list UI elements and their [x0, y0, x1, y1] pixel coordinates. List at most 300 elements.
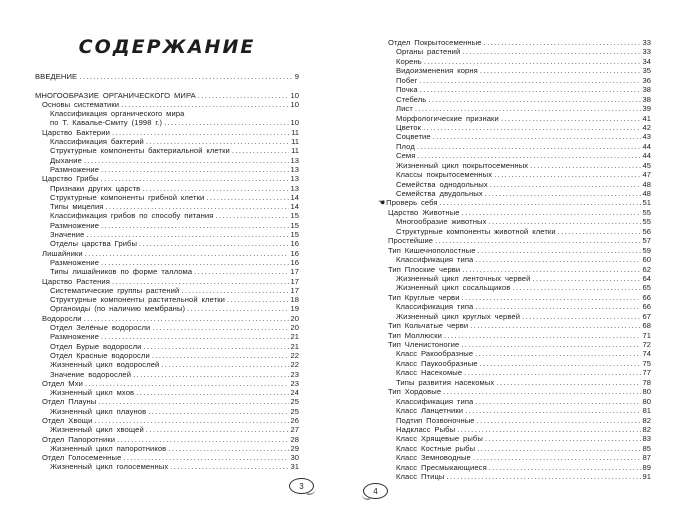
toc-entry: [388, 114, 651, 123]
toc-entry: [35, 351, 299, 360]
toc-entry: [35, 314, 299, 323]
toc-entry-label: Отдел Плауны: [42, 397, 97, 407]
toc-entry: [35, 221, 299, 230]
toc-entry: [35, 91, 299, 100]
toc-entry: [388, 38, 651, 47]
toc-entry: [388, 255, 651, 264]
dot-leader: [433, 132, 641, 141]
toc-entry: [35, 388, 299, 397]
toc-entry: [388, 246, 651, 255]
toc-entry: [388, 95, 651, 104]
toc-entry: [388, 76, 651, 85]
dot-leader: [435, 236, 640, 245]
toc-entry-page: 10: [290, 99, 299, 109]
toc-entry: [388, 331, 651, 340]
toc-entry-page: 67: [642, 311, 651, 321]
toc-entry-label: Многообразие животных: [396, 217, 487, 227]
dot-leader: [478, 246, 641, 255]
toc-entry: [388, 387, 651, 396]
toc-entry: [388, 444, 651, 453]
toc-entry: [35, 128, 299, 137]
dot-leader: [146, 137, 289, 146]
dot-leader: [101, 332, 289, 341]
toc-entry-page: 38: [642, 85, 651, 95]
dot-leader: [101, 174, 289, 183]
toc-entry: [35, 416, 299, 425]
left-page: [35, 36, 299, 472]
toc-entry-label: Тип Круглые черви: [388, 292, 460, 302]
toc-entry-label: Стебель: [396, 94, 427, 104]
toc-entry-page: 36: [642, 75, 651, 85]
toc-entry: [35, 379, 299, 388]
toc-entry-label: Семейства двудольных: [396, 189, 483, 198]
toc-entry-label: Тип Хордовые: [388, 387, 442, 397]
toc-entry-label: Органы растений: [396, 47, 461, 57]
toc-entry-label: Классы покрытосеменных: [396, 170, 493, 180]
dot-leader: [501, 114, 641, 123]
dot-leader: [461, 340, 640, 349]
toc-entry: [35, 118, 299, 127]
toc-entry: [35, 397, 299, 406]
toc-entry-label: Признаки других царств: [50, 183, 141, 193]
toc-entry: [35, 323, 299, 332]
toc-entry-label: Тип Членистоногие: [388, 340, 460, 349]
dot-leader: [494, 170, 640, 179]
dot-leader: [95, 416, 289, 425]
toc-entry-page: 24: [290, 388, 299, 398]
toc-entry: [388, 463, 651, 472]
toc-entry-page: 23: [290, 378, 299, 388]
dot-leader: [101, 165, 289, 174]
dot-leader: [168, 444, 288, 453]
toc-entry-page: 56: [642, 226, 651, 236]
toc-entry: [388, 368, 651, 377]
dot-leader: [457, 425, 640, 434]
toc-entry: [35, 109, 299, 118]
toc-entry-label: Размножение: [50, 332, 100, 342]
dot-leader: [144, 342, 289, 351]
dot-leader: [462, 293, 641, 302]
toc-entry-page: 9: [294, 72, 299, 81]
dot-leader: [121, 100, 288, 109]
toc-entry-label: Семейства однодольных: [396, 179, 488, 189]
toc-entry: [388, 227, 651, 236]
dot-leader: [152, 323, 288, 332]
toc-entry-label: Почка: [396, 85, 418, 95]
dot-leader: [215, 211, 288, 220]
toc-entry-page: 27: [290, 425, 299, 435]
toc-entry-label: Дыхание: [50, 155, 82, 165]
toc-entry-page: 66: [642, 292, 651, 302]
toc-entry: [35, 258, 299, 267]
toc-entry-label: Классификация грибов по способу питания: [50, 211, 214, 221]
dot-leader: [475, 302, 640, 311]
dot-leader: [480, 66, 641, 75]
toc-entry-page: 14: [290, 202, 299, 212]
dot-leader: [420, 85, 641, 94]
toc-entry: [35, 137, 299, 146]
toc-entry-page: 25: [290, 397, 299, 407]
toc-entry-page: 82: [642, 424, 651, 434]
dot-leader: [170, 462, 288, 471]
toc-entry-page: 64: [642, 273, 651, 283]
toc-entry-page: 22: [290, 350, 299, 360]
toc-entry-page: 83: [642, 434, 651, 444]
toc-entry: [388, 47, 651, 56]
dot-leader: [133, 370, 288, 379]
toc-entry: [388, 180, 651, 189]
toc-entry: [388, 104, 651, 113]
toc-entry-label: Жизненный цикл круглых червей: [396, 311, 521, 321]
dot-leader: [464, 368, 640, 377]
toc-entry-page: 21: [290, 332, 299, 342]
toc-entry-page: 17: [290, 276, 299, 286]
toc-entry-label: Водоросли: [42, 313, 82, 323]
toc-entry: [35, 277, 299, 286]
dot-leader: [136, 388, 288, 397]
toc-entry-label: Класс Насекомые: [396, 368, 463, 378]
dot-leader: [465, 406, 640, 415]
toc-entry-label: Жизненный цикл покрытосеменных: [396, 160, 529, 170]
toc-entry-page: 80: [642, 387, 651, 397]
dot-leader: [428, 95, 640, 104]
toc-entry: [388, 283, 651, 292]
toc-entry-label: Типы лишайников по форме таллома: [50, 267, 193, 277]
toc-entry-page: 72: [642, 340, 651, 349]
toc-entry-label: Структурные компоненты растительной клетки: [50, 295, 225, 305]
toc-entry: [388, 397, 651, 406]
dot-leader: [79, 72, 293, 81]
dot-leader: [485, 189, 641, 198]
dot-leader: [84, 314, 289, 323]
toc-entry-page: 91: [642, 472, 651, 482]
toc-entry-label: Значение: [50, 230, 85, 240]
toc-entry-page: 55: [642, 207, 651, 217]
toc-entry-page: 20: [290, 313, 299, 323]
toc-entry-label: Органоиды (по наличию мембраны): [50, 304, 186, 314]
toc-entry: [35, 202, 299, 211]
toc-entry-label: Побег: [396, 75, 418, 85]
page-number: 4: [373, 486, 378, 496]
toc-entry-page: 39: [642, 104, 651, 114]
toc-entry-page: 15: [290, 230, 299, 240]
toc-entry-label: Класс Пресмыкающиеся: [396, 462, 487, 472]
toc-entry: [35, 304, 299, 313]
toc-entry-page: 16: [290, 248, 299, 258]
toc-entry-page: 26: [290, 415, 299, 425]
dot-leader: [417, 151, 640, 160]
toc-entry: [388, 189, 651, 198]
toc-entry: [388, 302, 651, 311]
toc-entry-label: Классификация типа: [396, 302, 474, 312]
toc-entry-label: Жизненный цикл ленточных червей: [396, 273, 531, 283]
toc-entry-label: Отдел Папоротники: [42, 434, 116, 444]
toc-entry-label: Плод: [396, 141, 415, 151]
toc-entry-page: 51: [642, 198, 651, 208]
toc-entry-label: Класс Ракообразные: [396, 349, 474, 359]
toc-entry-label: Жизненный цикл сосальщиков: [396, 283, 511, 293]
toc-entry-label: Отдел Зелёные водоросли: [50, 323, 151, 333]
dot-leader: [489, 463, 641, 472]
dot-leader: [206, 193, 288, 202]
toc-entry: [388, 359, 651, 368]
toc-entry: [35, 342, 299, 351]
right-page: [378, 38, 651, 482]
dot-leader: [194, 267, 288, 276]
dot-leader: [558, 227, 641, 236]
dot-leader: [181, 286, 288, 295]
dot-leader: [85, 249, 289, 258]
dot-leader: [477, 416, 641, 425]
toc-entry-page: 85: [642, 443, 651, 453]
dot-leader: [98, 397, 288, 406]
dot-leader: [164, 118, 288, 127]
toc-entry-page: 87: [642, 453, 651, 463]
dot-leader: [148, 407, 288, 416]
dot-leader: [85, 379, 289, 388]
toc-entry: [35, 211, 299, 220]
toc-entry-page: 31: [290, 462, 299, 472]
toc-entry-page: 11: [291, 146, 299, 156]
toc-entry-page: 48: [642, 189, 651, 198]
toc-entry-label: Значение водорослей: [50, 369, 132, 379]
dot-leader: [512, 283, 640, 292]
toc-entry-label: Классификация типа: [396, 255, 474, 265]
dot-leader: [161, 360, 288, 369]
toc-entry: [35, 444, 299, 453]
dot-leader: [101, 258, 289, 267]
toc-entry-label: Лист: [396, 104, 413, 114]
dot-leader: [142, 184, 288, 193]
toc-entry-label: Царство Грибы: [42, 174, 99, 184]
dot-leader: [84, 156, 289, 165]
toc-entry-label: по Т. Кавалье-Смиту (1998 г.): [50, 118, 163, 128]
dot-leader: [117, 435, 288, 444]
toc-entry: [388, 349, 651, 358]
toc-entry-label: Структурные компоненты бактериальной клетки: [50, 146, 230, 156]
toc-entry-label: Царство Бактерии: [42, 127, 110, 137]
toc-entry-label: Надкласс Рыбы: [396, 424, 456, 434]
toc-entry-page: 15: [290, 211, 299, 221]
toc-entry-label: Класс Ланцетники: [396, 406, 464, 416]
toc-entry-page: 41: [642, 113, 651, 123]
toc-entry-label: Отдел Хвощи: [42, 415, 93, 425]
toc-entry: [35, 184, 299, 193]
toc-list-right: [378, 38, 651, 482]
toc-entry-label: Тип Кольчатые черви: [388, 321, 469, 331]
toc-entry: [35, 453, 299, 462]
toc-entry-label: Размножение: [50, 220, 100, 230]
toc-entry: [388, 293, 651, 302]
toc-entry-page: 89: [642, 462, 651, 472]
toc-entry-label: Царство Растения: [42, 276, 110, 286]
toc-entry-page: 30: [290, 453, 299, 463]
toc-entry: [388, 265, 651, 274]
toc-entry: [388, 425, 651, 434]
toc-entry: [35, 267, 299, 276]
toc-entry: [378, 198, 651, 208]
toc-entry-page: 13: [290, 183, 299, 193]
toc-entry-label: Царство Животные: [388, 207, 460, 217]
dot-leader: [480, 359, 641, 368]
toc-entry: [35, 332, 299, 341]
toc-entry: [388, 57, 651, 66]
dot-leader: [485, 434, 641, 443]
check-yourself-icon: ☚: [378, 198, 386, 208]
toc-entry-page: 20: [290, 323, 299, 333]
toc-entry-label: ВВЕДЕНИЕ: [35, 72, 78, 81]
toc-entry: [35, 286, 299, 295]
toc-entry-page: 28: [290, 434, 299, 444]
toc-entry: [388, 453, 651, 462]
dot-leader: [232, 146, 289, 155]
toc-entry-page: 62: [642, 264, 651, 274]
toc-entry: [388, 434, 651, 443]
toc-entry-label: Типы мицелия: [50, 202, 104, 212]
toc-entry-label: Отдел Красные водоросли: [50, 350, 150, 360]
toc-entry-label: Структурные компоненты грибной клетки: [50, 192, 205, 202]
dot-leader: [532, 274, 640, 283]
toc-entry-page: 44: [642, 141, 651, 151]
toc-entry: [35, 407, 299, 416]
toc-entry: [388, 236, 651, 245]
toc-entry-label: Жизненный цикл плаунов: [50, 406, 147, 416]
toc-entry-label: Класс Костные рыбы: [396, 443, 476, 453]
toc-entry-page: 55: [642, 217, 651, 227]
toc-entry: [35, 462, 299, 471]
toc-entry: [35, 249, 299, 258]
toc-entry: [388, 170, 651, 179]
toc-entry-page: 80: [642, 396, 651, 406]
toc-entry: [35, 165, 299, 174]
toc-entry-label: Жизненный цикл голосеменных: [50, 462, 169, 472]
toc-entry-page: 11: [291, 137, 299, 147]
toc-entry: [35, 156, 299, 165]
toc-entry: [388, 66, 651, 75]
toc-entry: [35, 370, 299, 379]
toc-entry-page: 11: [291, 127, 299, 137]
toc-entry-label: Класс Хрящевые рыбы: [396, 434, 483, 444]
toc-entry: [388, 85, 651, 94]
dot-leader: [417, 142, 641, 151]
toc-entry-label: Жизненный цикл водорослей: [50, 360, 160, 370]
toc-entry-label: Тип Моллюски: [388, 330, 442, 340]
toc-entry-label: Классификация бактерий: [50, 137, 144, 147]
dot-leader: [484, 38, 641, 47]
toc-entry-page: 38: [642, 94, 651, 104]
toc-entry: [388, 340, 651, 349]
toc-entry: [388, 416, 651, 425]
page-title: СОДЕРЖАНИЕ: [78, 36, 256, 58]
toc-entry-label: Жизненный цикл хвощей: [50, 425, 144, 435]
toc-entry-page: 74: [642, 349, 651, 359]
dot-leader: [489, 217, 641, 226]
toc-entry: [388, 321, 651, 330]
dot-leader: [475, 255, 640, 264]
toc-entry-page: 48: [642, 179, 651, 189]
toc-entry-page: 35: [642, 66, 651, 76]
toc-entry: [388, 217, 651, 226]
dot-leader: [490, 180, 641, 189]
toc-entry-label: Отдел Покрытосеменные: [388, 38, 482, 47]
toc-entry: [388, 472, 651, 481]
dot-leader: [444, 331, 641, 340]
toc-entry-page: 77: [642, 368, 651, 378]
toc-entry-page: 43: [642, 132, 651, 142]
toc-entry-label: Семя: [396, 151, 416, 161]
toc-entry-label: Класс Птицы: [396, 472, 445, 482]
toc-entry-page: 65: [642, 283, 651, 293]
dot-leader: [475, 349, 640, 358]
page-number-badge: [363, 483, 388, 499]
toc-entry: [388, 378, 651, 387]
toc-entry-page: 71: [642, 330, 651, 340]
dot-leader: [443, 387, 640, 396]
toc-entry-page: 15: [290, 220, 299, 230]
toc-entry-label: Подтип Позвоночные: [396, 415, 475, 425]
dot-leader: [139, 239, 289, 248]
toc-blank-line: [35, 81, 299, 90]
toc-list-left: [35, 72, 299, 472]
toc-entry: [35, 435, 299, 444]
dot-leader: [101, 221, 289, 230]
dot-leader: [446, 472, 640, 481]
toc-entry: [35, 146, 299, 155]
toc-entry-page: 47: [642, 170, 651, 180]
dot-leader: [123, 453, 288, 462]
toc-entry: [35, 295, 299, 304]
toc-entry-page: 13: [290, 164, 299, 174]
toc-entry-page: 57: [642, 236, 651, 246]
toc-entry: [388, 274, 651, 283]
page-number-badge: [289, 478, 314, 494]
toc-entry: [388, 406, 651, 415]
toc-entry-page: 13: [290, 155, 299, 165]
dot-leader: [496, 378, 640, 387]
dot-leader: [198, 91, 289, 100]
toc-entry-page: 14: [290, 192, 299, 202]
dot-leader: [424, 57, 641, 66]
toc-entry-page: 21: [290, 341, 299, 351]
toc-entry-page: 13: [290, 174, 299, 184]
toc-entry-label: Соцветие: [396, 132, 431, 142]
toc-entry-label: Проверь себя: [386, 198, 438, 208]
toc-entry: [388, 151, 651, 160]
toc-entry: [388, 123, 651, 132]
toc-entry-label: Размножение: [50, 257, 100, 267]
toc-entry-page: 78: [642, 377, 651, 387]
toc-entry: [388, 208, 651, 217]
toc-entry-label: Систематические группы растений: [50, 285, 180, 295]
toc-entry-label: Отдел Бурые водоросли: [50, 341, 142, 351]
toc-entry-label: Морфологические признаки: [396, 113, 499, 123]
toc-entry: [35, 193, 299, 202]
toc-entry-page: 22: [290, 360, 299, 370]
dot-leader: [473, 453, 641, 462]
toc-entry-page: 60: [642, 255, 651, 265]
toc-entry-label: Тип Плоские черви: [388, 264, 461, 274]
toc-entry: [35, 72, 299, 81]
dot-leader: [112, 277, 289, 286]
toc-entry: [388, 132, 651, 141]
toc-entry-page: 42: [642, 122, 651, 132]
toc-entry-label: Класс Земноводные: [396, 453, 471, 463]
toc-entry: [35, 360, 299, 369]
dot-leader: [419, 76, 640, 85]
dot-leader: [112, 128, 289, 137]
dot-leader: [187, 304, 288, 313]
toc-entry-page: 59: [642, 245, 651, 255]
